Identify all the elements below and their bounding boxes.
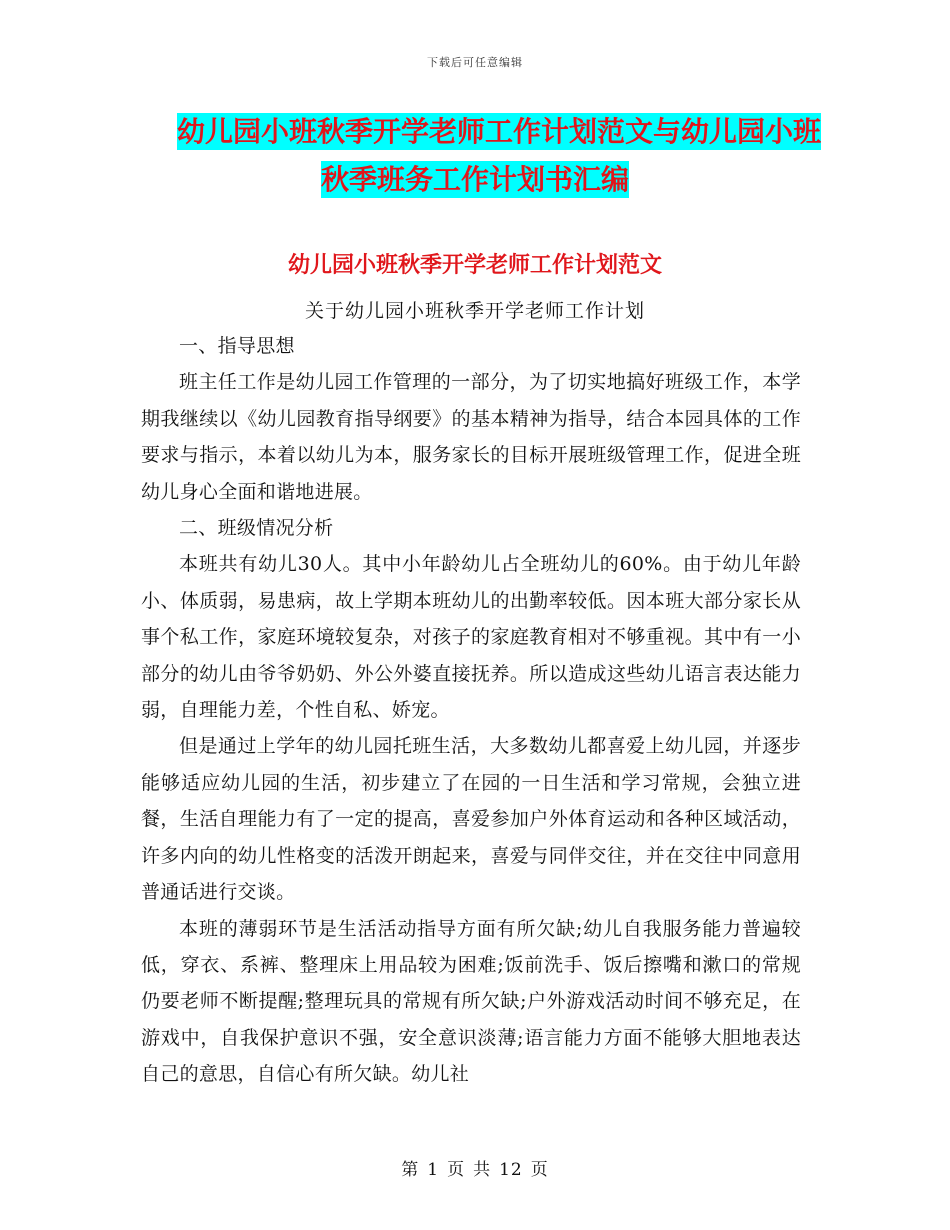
page-label: 第	[401, 1160, 420, 1180]
section-title: 幼儿园小班秋季开学老师工作计划范文	[287, 253, 662, 278]
title-line-1: 幼儿园小班秋季开学老师工作计划范文与幼儿园小班	[176, 115, 821, 148]
page-unit: 页	[447, 1160, 466, 1180]
paragraph: 班主任工作是幼儿园工作管理的一部分，为了切实地搞好班级工作，本学期我继续以《幼儿园教育指导纲要》的基本精神为指导，结合本园具体的工作要求与指示，本着以幼儿为本，服务家长的目标开展班级管理工作，促进全班幼儿身心全面和谐地进展。	[141, 371, 801, 503]
subtitle: 关于幼儿园小班秋季开学老师工作计划	[304, 300, 645, 322]
heading-guiding-thought: 一、指导思想	[179, 335, 295, 357]
page-number: 1	[427, 1160, 440, 1180]
paragraph: 本班的薄弱环节是生活活动指导方面有所欠缺;幼儿自我服务能力普遍较低，穿衣、系裤、整理床上用品较为困难;饭前洗手、饭后擦嘴和漱口的常规仍要老师不断提醒;整理玩具的常规有所欠缺;户外游戏活动时间不够充足，在游戏中，自我保护意识不强，安全意识淡薄;语言能力方面不能够大胆地表达自己的意思，自信心有所欠缺。幼儿社	[141, 917, 801, 1086]
header-note: 下载后可任意编辑	[427, 56, 523, 69]
total-label: 共	[473, 1160, 492, 1180]
paragraph: 本班共有幼儿30人。其中小年龄幼儿占全班幼儿的60%。由于幼儿年龄小、体质弱，易患病，故上学期本班幼儿的出勤率较低。因本班大部分家长从事个私工作，家庭环境较复杂，对孩子的家庭教育相对不够重视。其中有一小部分的幼儿由爷爷奶奶、外公外婆直接抚养。所以造成这些幼儿语言表达能力弱，自理能力差，个性自私、娇宠。	[141, 553, 801, 722]
document-title	[0, 108, 950, 204]
paragraph: 但是通过上学年的幼儿园托班生活，大多数幼儿都喜爱上幼儿园，并逐步能够适应幼儿园的生活，初步建立了在园的一日生活和学习常规，会独立进餐，生活自理能力有了一定的提高，喜爱参加户外体育运动和各种区域活动，许多内向的幼儿性格变的活泼开朗起来，喜爱与同伴交往，并在交往中同意用普通话进行交谈。	[141, 735, 801, 904]
page-footer	[0, 1155, 950, 1180]
title-line-2: 秋季班务工作计划书汇编	[320, 163, 629, 196]
body-text	[141, 328, 801, 1093]
total-pages: 12	[499, 1160, 523, 1180]
total-unit: 页	[530, 1160, 549, 1180]
heading-class-analysis: 二、班级情况分析	[179, 517, 334, 540]
